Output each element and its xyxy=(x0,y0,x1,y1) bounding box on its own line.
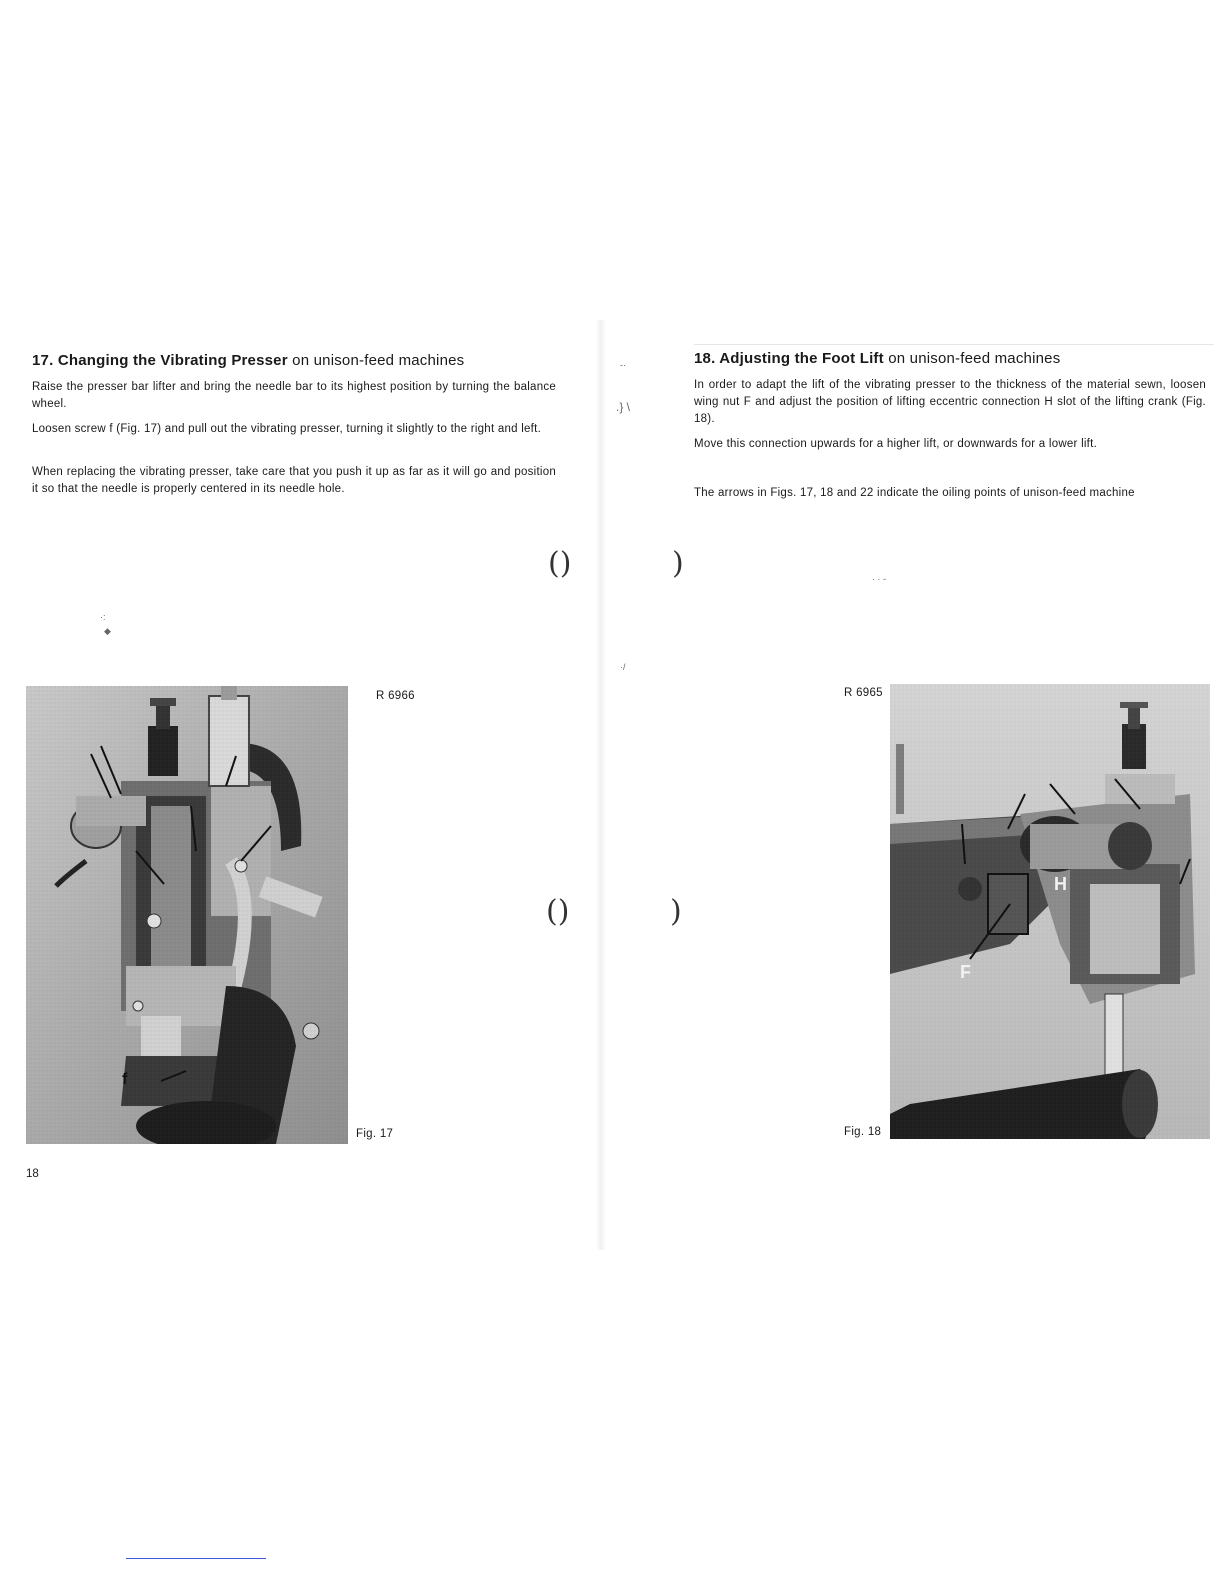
right-page xyxy=(604,0,1224,1584)
scan-speck: ·: xyxy=(100,612,106,622)
paragraph: Raise the presser bar lifter and bring the needle bar to its highest position by turning the balance wheel. xyxy=(32,381,556,410)
page-number: 18 xyxy=(26,1168,39,1180)
paragraph: Loosen screw f (Fig. 17) and pull out the vibrating presser, turning it slightly to the right and left. xyxy=(32,423,542,435)
punch-hole-icon: ) xyxy=(670,894,682,929)
figure-reference-code: R 6965 xyxy=(844,687,883,699)
heading-bold-title: Changing the Vibrating Presser xyxy=(57,352,288,369)
figure-17-photo xyxy=(26,686,348,1144)
figure-caption: Fig. 17 xyxy=(356,1128,394,1140)
punch-hole-icon: () xyxy=(548,546,572,581)
paragraph: In order to adapt the lift of the vibrating presser to the thickness of the material sewn, loosen wing nut F and adjust the position of lifting eccentric connection H slot of the lifting crank (Fig. 18). xyxy=(694,379,1206,425)
figure-caption: Fig. 18 xyxy=(844,1126,882,1138)
scan-speck: -· xyxy=(620,360,626,370)
paragraph: The arrows in Figs. 17, 18 and 22 indicate the oiling points of unison-feed machine xyxy=(694,487,1135,499)
figure-label-f: f xyxy=(122,1071,128,1088)
heading-number: 18. xyxy=(694,350,716,367)
figure-reference-code: R 6966 xyxy=(376,690,415,702)
scan-speck: ◆ xyxy=(104,626,111,636)
section-18-heading xyxy=(694,350,1060,367)
heading-bold-title: Adjusting the Foot Lift xyxy=(719,350,884,367)
scan-speck: .} \ xyxy=(616,400,631,414)
sewing-machine-arm-illustration xyxy=(890,684,1210,1139)
scan-speck: ·/ xyxy=(620,662,626,672)
punch-hole-icon: ) xyxy=(672,546,684,581)
paragraph: Move this connection upwards for a higher lift, or downwards for a lower lift. xyxy=(694,438,1098,450)
paragraph: When replacing the vibrating presser, take care that you push it up as far as it will go and position it so that the needle is properly centered in its needle hole. xyxy=(32,466,556,495)
sewing-machine-head-illustration xyxy=(26,686,348,1144)
figure-18-photo xyxy=(890,684,1210,1139)
heading-number: 17. xyxy=(32,352,54,369)
figure-label-h: H xyxy=(1054,874,1067,894)
punch-hole-icon: () xyxy=(546,894,570,929)
heading-subtitle: on unison-feed machines xyxy=(292,352,465,369)
section-17-heading xyxy=(32,352,464,369)
figure-label-f: F xyxy=(960,962,971,982)
scan-speck: · · - xyxy=(872,574,886,584)
heading-subtitle: on unison-feed machines xyxy=(888,350,1061,367)
scan-edge-line xyxy=(126,1558,266,1559)
scan-edge-line xyxy=(694,344,1214,345)
left-page xyxy=(0,0,604,1584)
